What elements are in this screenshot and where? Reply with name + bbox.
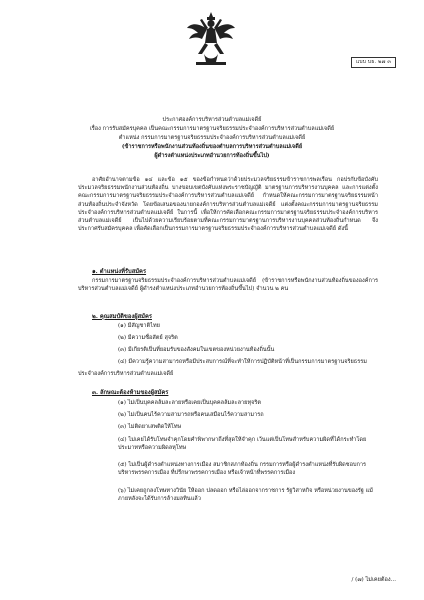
qualification-item: (๔) มีความรู้ความสามารถหรือมีประสบการณ์ที่จะทำให้การปฏิบัติหน้าที่เป็นกรรมการมาตรฐานจริยธรรม xyxy=(118,359,367,365)
prohibition-item: (๔) ไม่เคยได้รับโทษจำคุกโดยคำพิพากษาถึงที่สุดให้จำคุก เว้นแต่เป็นโทษสำหรับความผิดที่ได้กระทำโดยประมาทหรือความผิดลหุโทษ xyxy=(118,437,367,452)
section-1-title xyxy=(92,266,146,276)
position-qualifier-2: ผู้ดำรงตำแหน่งประเภทอำนวยการท้องถิ่นขึ้นไป) xyxy=(154,153,270,159)
announcement-subject: เรื่อง การรับสมัครบุคคล เป็นคณะกรรมการมาตรฐานจริยธรรมประจำองค์การบริหารส่วนตำบลแม่เจดีย์ xyxy=(89,126,335,132)
prohibition-item: (๕) ไม่เป็นผู้ดำรงตำแหน่งทางการเมือง สมาชิกสภาท้องถิ่น กรรมการหรือผู้ดำรงตำแหน่งที่รับผิดชอบการบริหารพรรคการเมือง ที่ปรึกษาพรรคการเมือง หรือเจ้าหน้าที่พรรคการเมือง xyxy=(118,462,367,477)
position-qualifier-1: (ข้าราชการหรือพนักงานส่วนท้องถิ่นของตำบลการบริหารส่วนตำบลแม่เจดีย์ xyxy=(121,144,303,150)
qualification-item: (๒) มีความซื่อสัตย์ สุจริต xyxy=(118,335,178,341)
section-3-title xyxy=(92,387,168,397)
garuda-emblem-icon xyxy=(186,10,236,68)
qualification-item-continuation: ประจำองค์การบริหารส่วนตำบลแม่เจดีย์ xyxy=(78,371,174,377)
section-1-body: กรรมการมาตรฐานจริยธรรมประจำองค์การบริหารส่วนตำบลแม่เจดีย์ (ข้าราชการหรือพนักงานส่วนท้องถิ่นขององค์การบริหารส่วนตำบลแม่เจดีย์ ผู้ดำรงตำแหน่งประเภทอำนวยการท้องถิ่นขึ้นไป) จำนวน ๒ คน xyxy=(78,278,378,293)
prohibition-item: (๑) ไม่เป็นบุคคลล้มละลายหรือเคยเป็นบุคคลล้มละลายทุจริต xyxy=(118,400,262,406)
qualification-item: (๑) มีสัญชาติไทย xyxy=(118,323,160,329)
section-3-title-text: ๓. ลักษณะต้องห้ามของผู้สมัคร xyxy=(92,390,169,396)
intro-paragraph: อาศัยอำนาจตามข้อ ๑๔ และข้อ ๑๕ ของข้อกำหนดว่าด้วยประมวลจริยธรรมข้าราชการพลเรือน กอปรกับข้อบังคับประมวลจริยธรรมพนักงานส่วนท้องถิ่น บางขอบเขตบังคับแห่งพระราชบัญญัติ มาตรฐานการบริหารงานบุคคล และการแต่งตั้งคณะกรรมการมาตรฐานจริยธรรมประจำองค์การบริหารส่วนตำบลแม่เจดีย์ กำหนดให้คณะกรรมการมาตรฐานจริยธรรมหน้าส่วนท้องถิ่นประจำจังหวัด โดยข้อเสนอของนายกองค์การบริหารส่วนตำบลแม่เจดีย์ แต่งตั้งคณะกรรมการมาตรฐานจริยธรรมประจำองค์การบริหารส่วนตำบลแม่เจดีย์ ในการนี้ เพื่อให้การคัดเลือกคณะกรรมการมาตรฐานจริยธรรมประจำองค์การบริหารส่วนตำบลแม่เจดีย์ เป็นไปด้วยความเรียบร้อยตามที่คณะกรรมการมาตรฐานการบริหารงานบุคคลส่วนท้องถิ่นกำหนด จึงประกาศรับสมัครบุคคล เพื่อคัดเลือกเป็นกรรมการมาตรฐานจริยธรรมประจำองค์การบริหารส่วนตำบลแม่เจดีย์ ดังนี้ xyxy=(78,177,378,233)
announcement-heading: ประกาศองค์การบริหารส่วนตำบลแม่เจดีย์ xyxy=(162,117,262,123)
prohibition-item: (๒) ไม่เป็นคนไร้ความสามารถหรือคนเสมือนไร้ความสามารถ xyxy=(118,412,264,418)
prohibition-item: (๓) ไม่ติดยาเสพติดให้โทษ xyxy=(118,424,182,430)
form-code-box: แบบ บธ. ๒๗ ๓ xyxy=(351,57,396,68)
qualification-item: (๓) มีเกียรติเป็นที่ยอมรับของสังคมในเขตของหน่วยงานท้องถิ่นนั้น xyxy=(118,347,275,353)
page-continuation-note: / (๗) ไม่เคยต้อง... xyxy=(351,577,396,583)
position-title: ตำแหน่ง กรรมการมาตรฐานจริยธรรมประจำองค์การบริหารส่วนตำบลแม่เจดีย์ xyxy=(118,135,306,141)
section-1-title-text: ๑. ตำแหน่งที่รับสมัคร xyxy=(92,269,147,275)
section-2-title xyxy=(92,311,152,321)
section-2-title-text: ๒. คุณสมบัติของผู้สมัคร xyxy=(92,314,152,320)
prohibition-item: (๖) ไม่เคยถูกลงโทษทางวินัย ให้ออก ปลดออก หรือไล่ออกจากราชการ รัฐวิสาหกิจ หรือหน่วยงานของรัฐ แม้ภายหลังจะได้รับการล้างมลทินแล้ว xyxy=(118,488,373,503)
